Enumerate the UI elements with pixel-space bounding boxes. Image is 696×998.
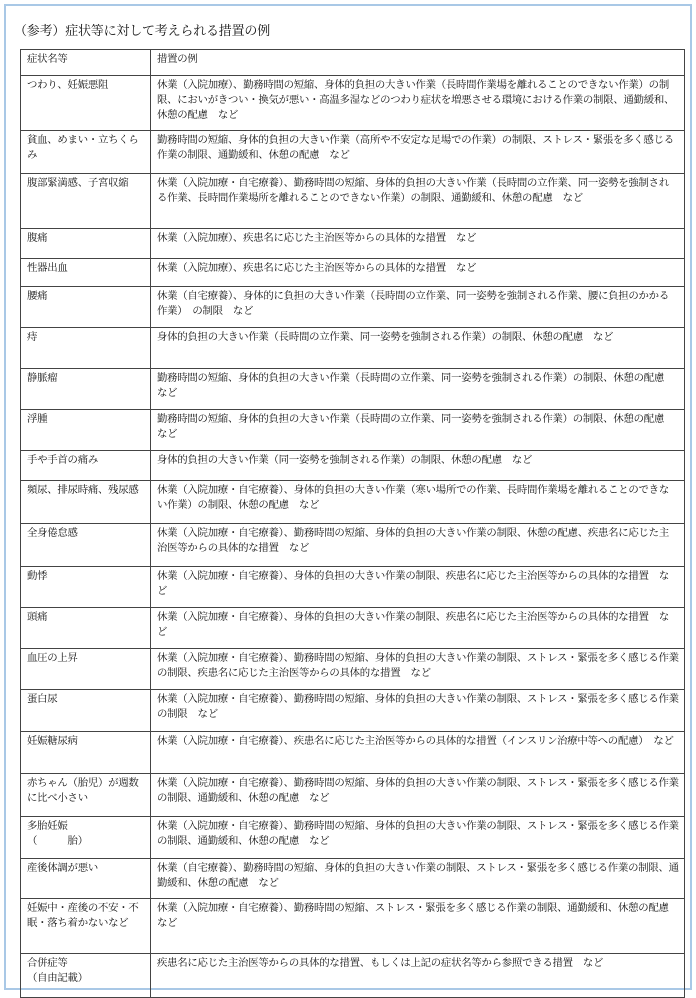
symptom-cell: 蛋白尿 xyxy=(21,690,151,732)
measure-cell: 休業（入院加療・自宅療養）、勤務時間の短縮、身体的負担の大きい作業の制限、ストレス・緊張を多く感じる作業の制限 など xyxy=(151,690,685,732)
table-row xyxy=(21,954,685,998)
table-row xyxy=(21,174,685,229)
symptom-cell: 全身倦怠感 xyxy=(21,524,151,567)
table-row xyxy=(21,131,685,174)
table-row xyxy=(21,732,685,774)
page-title: （参考）症状等に対して考えられる措置の例 xyxy=(14,24,271,39)
header-symptom: 症状名等 xyxy=(21,50,151,76)
table-row xyxy=(21,369,685,410)
symptom-cell: 合併症等 （自由記載） xyxy=(21,954,151,998)
measure-cell: 勤務時間の短縮、身体的負担の大きい作業（長時間の立作業、同一姿勢を強制される作業）の制限、休憩の配慮 など xyxy=(151,369,685,410)
measure-cell: 休業（入院加療・自宅療養）、勤務時間の短縮、身体的負担の大きい作業の制限、ストレス・緊張を多く感じる作業の制限、通勤緩和、休憩の配慮 など xyxy=(151,817,685,859)
symptom-cell: 血圧の上昇 xyxy=(21,649,151,690)
symptom-cell: 産後体調が悪い xyxy=(21,859,151,899)
measure-cell: 休業（入院加療・自宅療養）、身体的負担の大きい作業の制限、疾患名に応じた主治医等からの具体的な措置 など xyxy=(151,608,685,649)
table-row xyxy=(21,287,685,328)
header-measure: 措置の例 xyxy=(151,50,685,76)
symptom-cell: 貧血、めまい・立ちくらみ xyxy=(21,131,151,174)
table-row xyxy=(21,690,685,732)
table-row xyxy=(21,859,685,899)
symptom-cell: 手や手首の痛み xyxy=(21,451,151,481)
table-row xyxy=(21,410,685,451)
measure-cell: 休業（入院加療）、疾患名に応じた主治医等からの具体的な措置 など xyxy=(151,229,685,259)
measure-cell: 身体的負担の大きい作業（長時間の立作業、同一姿勢を強制される作業）の制限、休憩の配慮 など xyxy=(151,328,685,369)
measure-cell: 休業（入院加療・自宅療養）、勤務時間の短縮、身体的負担の大きい作業の制限、ストレス・緊張を多く感じる作業の制限、疾患名に応じた主治医等からの具体的な措置 など xyxy=(151,649,685,690)
symptom-cell: つわり、妊娠悪阻 xyxy=(21,76,151,131)
measure-cell: 休業（入院加療・自宅療養）、身体的負担の大きい作業（寒い場所での作業、長時間作業場を離れることのできない作業）の制限、休憩の配慮 など xyxy=(151,481,685,524)
measure-cell: 休業（入院加療・自宅療養）、勤務時間の短縮、身体的負担の大きい作業の制限、ストレス・緊張を多く感じる作業の制限、通勤緩和、休憩の配慮 など xyxy=(151,774,685,817)
measure-cell: 休業（入院加療・自宅療養）、勤務時間の短縮、身体的負担の大きい作業（長時間の立作業、同一姿勢を強制される作業、長時間作業場所を離れることのできない作業）の制限、通勤緩和、休憩の配慮 など xyxy=(151,174,685,229)
table-row xyxy=(21,76,685,131)
symptom-cell: 腰痛 xyxy=(21,287,151,328)
document-frame xyxy=(4,4,692,990)
symptom-cell: 多胎妊娠 （ 胎） xyxy=(21,817,151,859)
measure-cell: 休業（入院加療・自宅療養）、疾患名に応じた主治医等からの具体的な措置（インスリン治療中等への配慮） など xyxy=(151,732,685,774)
table-row xyxy=(21,328,685,369)
table-row xyxy=(21,608,685,649)
table-row xyxy=(21,817,685,859)
symptom-cell: 妊娠中・産後の不安・不眠・落ち着かないなど xyxy=(21,899,151,954)
measure-cell: 疾患名に応じた主治医等からの具体的な措置、もしくは上記の症状名等から参照できる措置 など xyxy=(151,954,685,998)
symptom-cell: 性器出血 xyxy=(21,259,151,287)
measure-cell: 休業（入院加療・自宅療養）、勤務時間の短縮、身体的負担の大きい作業の制限、休憩の配慮、疾患名に応じた主治医等からの具体的な措置 など xyxy=(151,524,685,567)
measure-cell: 身体的負担の大きい作業（同一姿勢を強制される作業）の制限、休憩の配慮 など xyxy=(151,451,685,481)
symptom-cell: 動悸 xyxy=(21,567,151,608)
table-row xyxy=(21,481,685,524)
measure-cell: 勤務時間の短縮、身体的負担の大きい作業（高所や不安定な足場での作業）の制限、ストレス・緊張を多く感じる作業の制限、通勤緩和、休憩の配慮 など xyxy=(151,131,685,174)
table-row xyxy=(21,524,685,567)
table-header-row xyxy=(21,50,685,76)
measure-cell: 休業（入院加療・自宅療養）、身体的負担の大きい作業の制限、疾患名に応じた主治医等からの具体的な措置 など xyxy=(151,567,685,608)
symptom-cell: 痔 xyxy=(21,328,151,369)
table-row xyxy=(21,451,685,481)
table-row xyxy=(21,774,685,817)
symptom-cell: 頭痛 xyxy=(21,608,151,649)
measure-cell: 休業（入院加療・自宅療養）、勤務時間の短縮、ストレス・緊張を多く感じる作業の制限、通勤緩和、休憩の配慮 など xyxy=(151,899,685,954)
table-row xyxy=(21,567,685,608)
measure-cell: 休業（入院加療）、疾患名に応じた主治医等からの具体的な措置 など xyxy=(151,259,685,287)
symptom-cell: 静脈瘤 xyxy=(21,369,151,410)
symptom-cell: 腹部緊満感、子宮収縮 xyxy=(21,174,151,229)
symptom-cell: 赤ちゃん（胎児）が週数に比べ小さい xyxy=(21,774,151,817)
table-row xyxy=(21,229,685,259)
measure-cell: 休業（入院加療）、勤務時間の短縮、身体的負担の大きい作業（長時間作業場を離れることのできない作業）の制限、においがきつい・換気が悪い・高温多湿などのつわり症状を増悪させる環境における作業の制限、通勤緩和、休憩の配慮 など xyxy=(151,76,685,131)
measure-cell: 休業（自宅療養）、身体的に負担の大きい作業（長時間の立作業、同一姿勢を強制される作業、腰に負担のかかる作業） の制限 など xyxy=(151,287,685,328)
table-row xyxy=(21,899,685,954)
measure-cell: 勤務時間の短縮、身体的負担の大きい作業（長時間の立作業、同一姿勢を強制される作業）の制限、休憩の配慮 など xyxy=(151,410,685,451)
symptom-cell: 妊娠糖尿病 xyxy=(21,732,151,774)
symptom-cell: 頻尿、排尿時痛、残尿感 xyxy=(21,481,151,524)
symptom-cell: 浮腫 xyxy=(21,410,151,451)
table-row xyxy=(21,649,685,690)
symptom-cell: 腹痛 xyxy=(21,229,151,259)
measure-cell: 休業（自宅療養）、勤務時間の短縮、身体的負担の大きい作業の制限、ストレス・緊張を多く感じる作業の制限、通勤緩和、休憩の配慮 など xyxy=(151,859,685,899)
measures-table xyxy=(20,49,685,998)
table-row xyxy=(21,259,685,287)
